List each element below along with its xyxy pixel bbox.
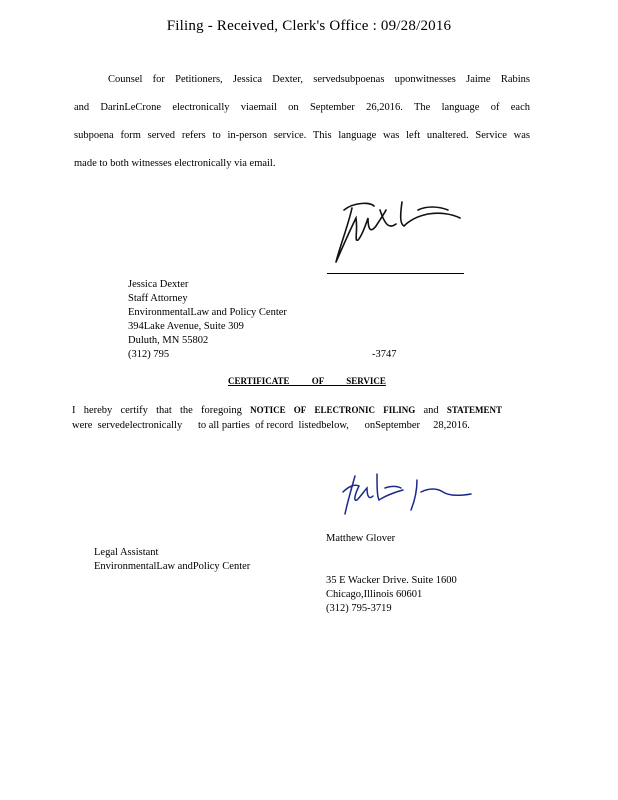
certificate-statement: STATEMENT — [446, 405, 502, 415]
certificate-line1-intro: I hereby certify that the foregoing — [72, 405, 242, 416]
signer2-name: Matthew Glover — [326, 533, 396, 544]
signature-jessica-dexter — [330, 196, 465, 268]
certificate-line-2: were servedelectronically to all parties of record listedbelow, onSeptember 28,2016. — [72, 419, 470, 431]
statement-line-2: and DarinLeCrone electronically viaemail on September 26,2016. The language of each — [74, 102, 530, 113]
signer1-name: Jessica Dexter — [128, 279, 189, 290]
signer2-left-block — [94, 546, 250, 574]
certificate-of: OF — [293, 405, 307, 415]
signer2-address2: Chicago,Illinois 60601 — [326, 589, 423, 600]
page-header: Filing - Received, Clerk's Office : 09/28/2016 — [166, 18, 452, 34]
certificate-electronic: ELECTRONIC — [314, 405, 376, 415]
statement-line-4: made to both witnesses electronically via email. — [74, 158, 276, 169]
signer1-block — [128, 278, 287, 362]
signer1-org: EnvironmentalLaw and Policy Center — [128, 307, 287, 318]
statement-line-3: subpoena form served refers to in-person service. This language was left unaltered. Service was — [74, 130, 530, 141]
signer2-phone: (312) 795-3719 — [326, 603, 392, 614]
signer1-address1: 394Lake Avenue, Suite 309 — [128, 321, 244, 332]
statement-line-1: Counsel for Petitioners, Jessica Dexter, servedsubpoenas uponwitnesses Jaime Rabins — [108, 74, 530, 85]
signer2-address-block — [326, 574, 457, 616]
signer1-title: Staff Attorney — [128, 293, 188, 304]
signer1-phone-suffix: -3747 — [372, 349, 397, 360]
signer2-address1: 35 E Wacker Drive. Suite 1600 — [326, 575, 457, 586]
signature-line-1 — [327, 273, 464, 274]
signer1-address2: Duluth, MN 55802 — [128, 335, 209, 346]
certificate-filing: FILING — [383, 405, 416, 415]
certificate-text — [72, 403, 502, 433]
certificate-line-1 — [72, 403, 502, 419]
certificate-title: CERTIFICATE OF SERVICE — [228, 376, 386, 386]
signer2-org: EnvironmentalLaw andPolicy Center — [94, 561, 251, 572]
certificate-and: and — [423, 405, 439, 416]
signer1-phone-area: (312) 795 — [128, 349, 170, 360]
certificate-notice: NOTICE — [250, 405, 286, 415]
statement-paragraph — [74, 66, 530, 178]
signature-matthew-glover — [325, 470, 475, 522]
signer2-role: Legal Assistant — [94, 547, 159, 558]
